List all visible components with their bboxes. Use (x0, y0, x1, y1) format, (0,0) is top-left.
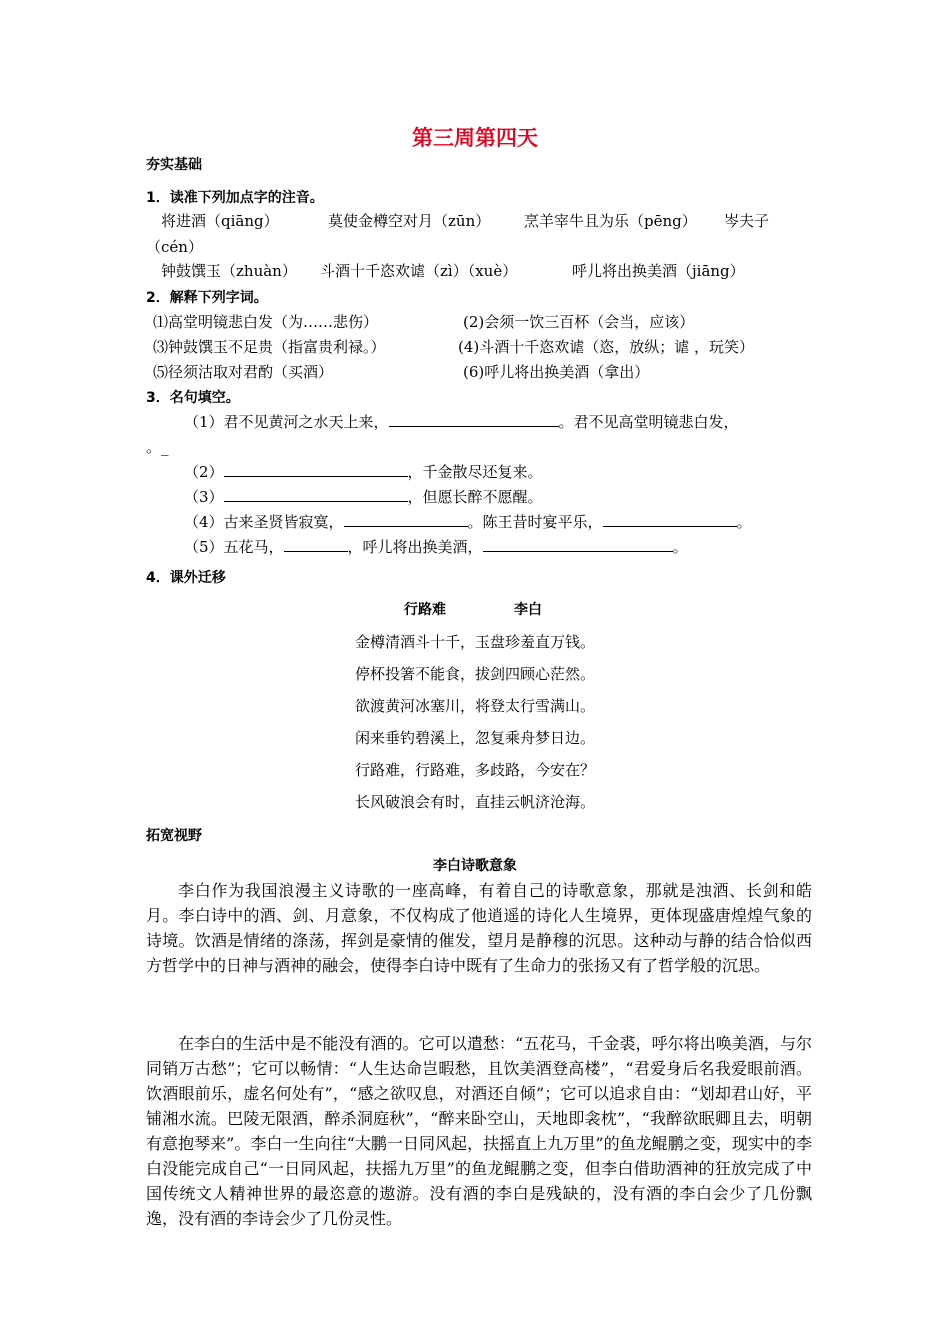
fill-blank[interactable] (344, 512, 468, 527)
q3-text: （4）古来圣贤皆寂寞， (184, 513, 344, 531)
q3-text: （5）五花马， (184, 538, 284, 556)
fill-blank[interactable] (603, 512, 737, 527)
q4-heading: 4．课外迁移 (146, 570, 226, 586)
fill-blank[interactable] (284, 537, 348, 552)
q3-line-1 (184, 412, 739, 432)
fill-blank[interactable] (224, 462, 408, 477)
q3-text: 。君不见高堂明镜悲白发， (558, 413, 739, 431)
q2-item: ⑶钟鼓馔玉不足贵（指富贵利禄。） (153, 338, 386, 356)
poem-line: 闲来垂钓碧溪上，忽复乘舟梦日边。 (354, 729, 595, 747)
q1-row1-continuation: （cén） (146, 238, 203, 256)
q2-item: ⑴高堂明镜悲白发（为……悲伤） (153, 313, 379, 331)
q1-row1-item: 烹羊宰牛且为乐（pēng） (524, 212, 697, 230)
poem-title: 行路难 (404, 602, 446, 618)
q1-row1-item: 将进酒（qiāng） (161, 212, 279, 230)
fill-blank[interactable] (389, 412, 559, 427)
poem-line: 停杯投箸不能食，拔剑四顾心茫然。 (354, 665, 595, 683)
q3-line-1-cont: 。_ (146, 438, 169, 456)
q1-row1-item: 莫使金樽空对月（zūn） (328, 212, 491, 230)
q3-line-4 (184, 512, 752, 532)
q2-item: ⑸径须沽取对君酌（买酒） (153, 363, 334, 381)
q3-text: ，千金散尽还复来。 (407, 463, 543, 481)
q3-line-5 (184, 537, 688, 557)
q1-row1-item: 岑夫子 (724, 212, 770, 230)
q3-heading: 3．名句填空。 (146, 390, 240, 406)
section-heading-broaden: 拓宽视野 (146, 828, 202, 844)
q2-item: (2)会须一饮三百杯（会当，应该） (463, 313, 695, 331)
article-paragraph-1: 李白作为我国浪漫主义诗歌的一座高峰，有着自己的诗歌意象，那就是浊酒、长剑和皓月。李白诗中的酒、剑、月意象，不仅构成了他逍遥的诗化人生境界，更体现盛唐煌煌气象的诗境。饮酒是情绪的涤荡，挥剑是豪情的催发，望月是静穆的沉思。这种动与静的结合恰似西方哲学中的日神与酒神的融会，使得李白诗中既有了生命力的张扬又有了哲学般的沉思。 (146, 881, 812, 975)
page-title: 第三周第四天 (412, 126, 538, 150)
fill-blank[interactable] (224, 487, 408, 502)
article-title: 李白诗歌意象 (433, 858, 517, 874)
q3-text: （2） (184, 463, 224, 481)
poem-line: 行路难，行路难，多歧路，今安在？ (354, 761, 595, 779)
q1-row2-item: 钟鼓馔玉（zhuàn） (161, 262, 297, 280)
q3-text: （1）君不见黄河之水天上来， (184, 413, 389, 431)
q3-line-2 (184, 462, 543, 482)
article-paragraph-2: 在李白的生活中是不能没有酒的。它可以遣愁：“五花马，千金裘，呼尔将出唤美酒，与尔同销万古愁”；它可以畅情：“人生达命岂暇愁，且饮美酒登高楼”，“君爱身后名我爱眼前酒。饮酒眼前乐，虚名何处有”，“感之欲叹息，对酒还自倾”；它可以追求自由：“划却君山好，平铺湘水流。巴陵无限酒，醉杀洞庭秋”，“醉来卧空山，天地即衾枕”，“我醉欲眠卿且去，明朝有意抱琴来”。李白一生向往“大鹏一日同风起，扶摇直上九万里”的鱼龙鲲鹏之变，现实中的李白没能完成自己“一日同风起，扶摇九万里”的鱼龙鲲鹏之变，但李白借助酒神的狂放完成了中国传统文人精神世界的最恣意的遨游。没有酒的李白是残缺的，没有酒的李白会少了几份飘逸，没有酒的李诗会少了几份灵性。 (146, 1034, 812, 1228)
section-heading-foundation: 夯实基础 (146, 157, 202, 173)
q3-text: （3） (184, 488, 224, 506)
q1-row2-item: 斗酒十千恣欢谑（zì）（xuè） (320, 262, 518, 280)
q2-item: (6)呼儿将出换美酒（拿出） (463, 363, 650, 381)
q3-text: 。 (736, 513, 752, 531)
poem-line: 长风破浪会有时，直挂云帆济沧海。 (354, 793, 595, 811)
fill-blank[interactable] (483, 537, 673, 552)
poem-author: 李白 (514, 602, 542, 618)
poem-line: 金樽清酒斗十千，玉盘珍羞直万钱。 (354, 633, 595, 651)
q2-item: (4)斗酒十千恣欢谑（恣，放纵；谑 ，玩笑） (458, 338, 755, 356)
q1-heading: 1．读准下列加点字的注音。 (146, 190, 324, 206)
q3-text: ，但愿长醉不愿醒。 (407, 488, 543, 506)
poem-line: 欲渡黄河冰塞川，将登太行雪满山。 (354, 697, 595, 715)
q3-text: 。陈王昔时宴平乐， (467, 513, 603, 531)
q2-heading: 2．解释下列字词。 (146, 290, 268, 306)
q3-line-3 (184, 487, 543, 507)
q3-text: 。 (672, 538, 688, 556)
q1-row2-item: 呼儿将出换美酒（jiāng） (572, 262, 745, 280)
q3-text: ，呼儿将出换美酒， (347, 538, 483, 556)
